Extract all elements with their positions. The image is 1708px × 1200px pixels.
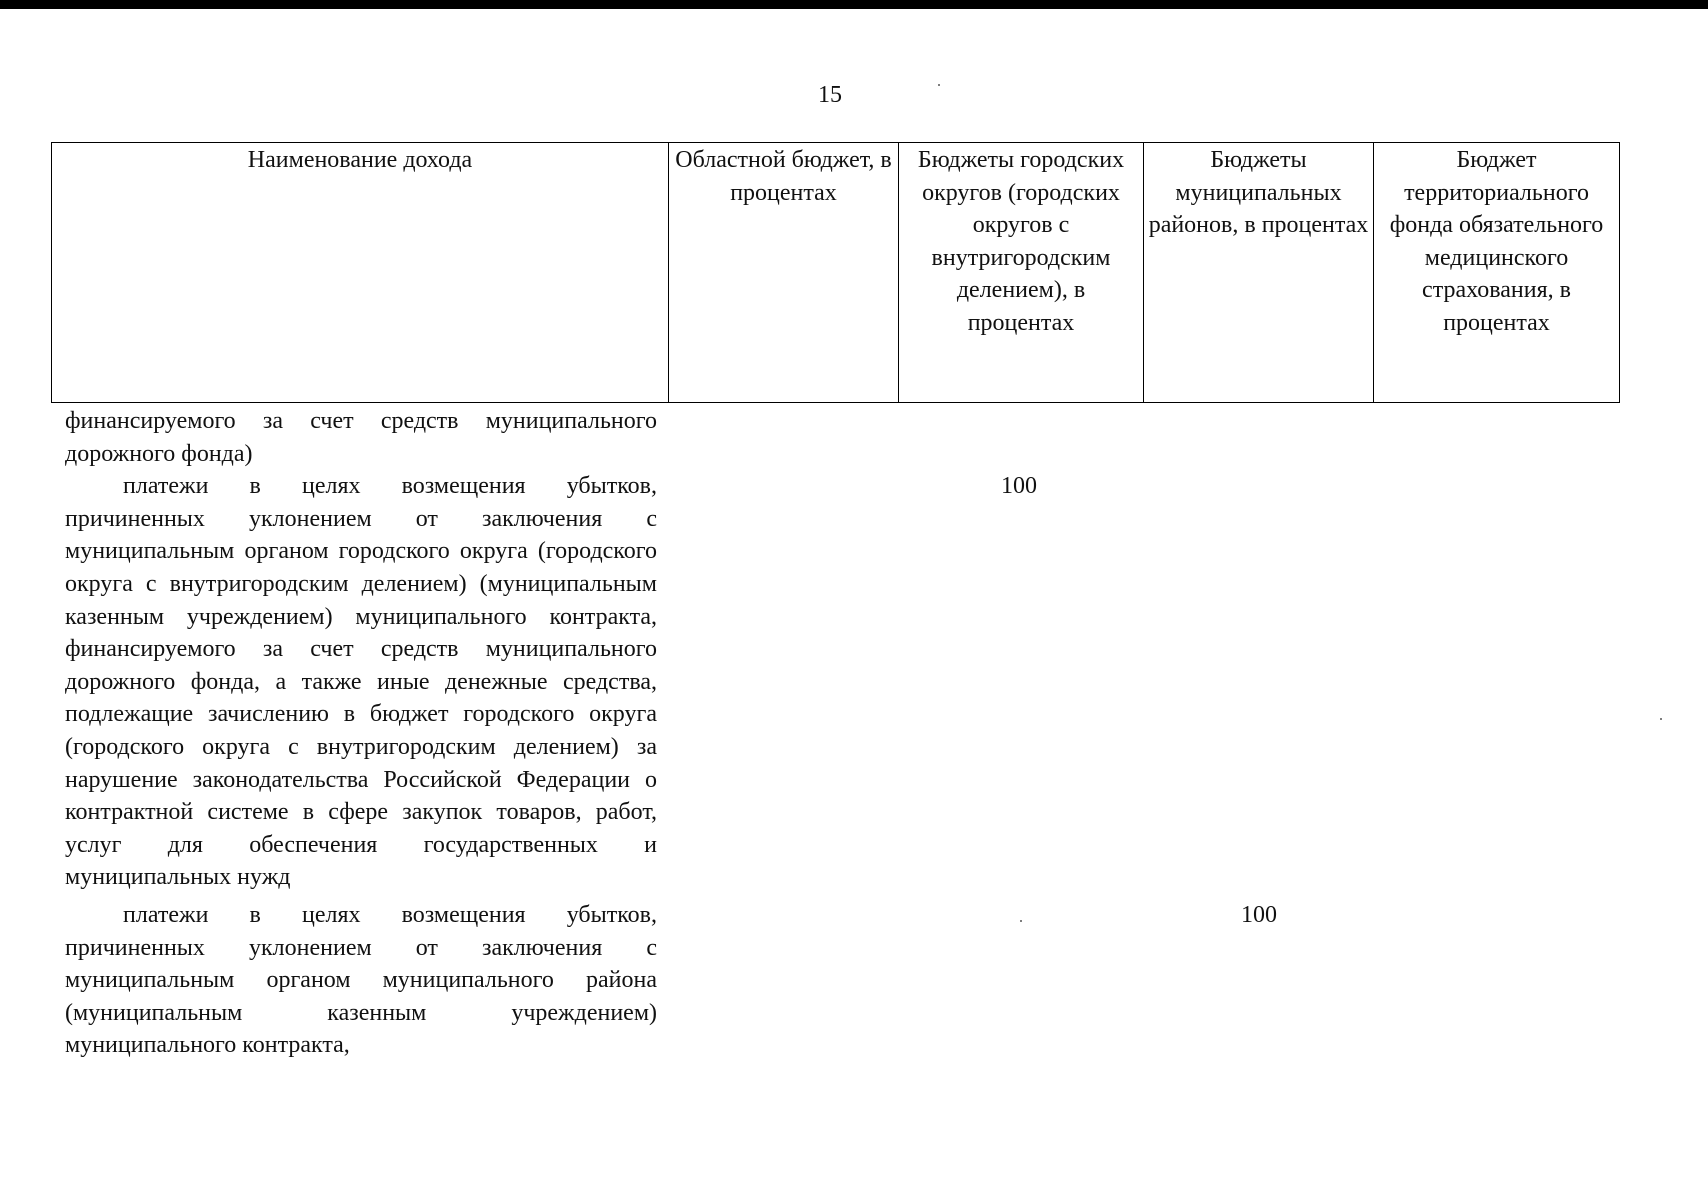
header-row [52,143,1620,403]
column-header-medical-insurance-fund-budget: Бюджет территориального фонда обязательного медицинского страхования, в процентах [1374,143,1620,403]
page-number: 15 [818,82,842,108]
revenue-name-cell: платежи в целях возмещения убытков, причиненных уклонением от заключения с муниципальным органом городского округа (городского округа с внутригородским делением) (муниципальным казенным учреждением) муниципального контракта, финансируемого за счет средств муниципального дорожного фонда, а также иные денежные средства, подлежащие зачислению в бюджет городского округа (городского округа с внутригородским делением) за нарушение законодательства Российской Федерации о контрактной системе в сфере закупок товаров, работ, услуг для обеспечения государственных и муниципальных нужд [65,473,657,891]
column-header-revenue-name: Наименование дохода [52,143,669,403]
municipal-districts-value: 100 [1241,901,1277,928]
table-row [0,899,1708,1062]
scan-speck [1020,920,1022,922]
top-border-line [0,0,1708,9]
table-row [0,405,1708,470]
revenue-table-header [51,142,1620,403]
city-districts-value: 100 [1001,473,1037,500]
scan-speck [1660,718,1662,720]
column-header-regional-budget: Областной бюджет, в процентах [669,143,899,403]
column-header-municipal-districts-budgets: Бюджеты муниципальных районов, в процентах [1144,143,1374,403]
revenue-name-cell: финансируемого за счет средств муниципального дорожного фонда) [65,408,657,467]
scan-speck [938,84,940,86]
revenue-name-cell: платежи в целях возмещения убытков, причиненных уклонением от заключения с муниципальным органом муниципального района (муниципальным казенным учреждением) муниципального контракта, [65,901,657,1059]
column-header-city-districts-budgets: Бюджеты городских округов (городских округов с внутригородским делением), в процентах [899,143,1144,403]
table-body [0,405,1708,1062]
table-row [0,470,1708,894]
